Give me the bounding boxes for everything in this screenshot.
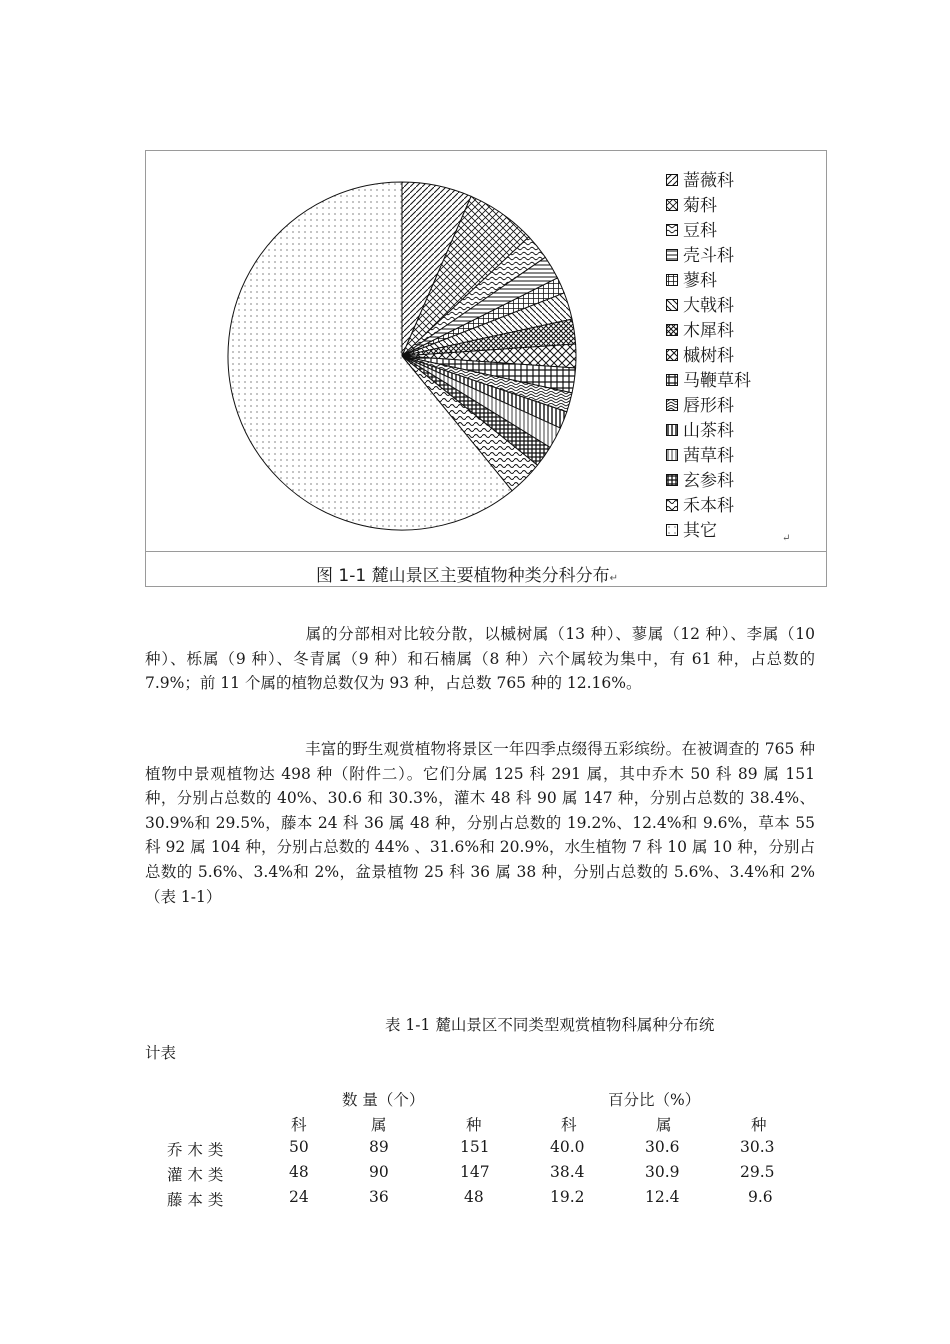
legend-item [666,269,751,294]
legend-label: 其它 [683,521,717,541]
table-cell: 50 [289,1138,309,1156]
legend-label: 蓼科 [683,271,717,291]
group-header-quantity: 数 量（个） [342,1091,425,1109]
table-cell: 12.4 [645,1188,680,1206]
table-cell: 30.6 [645,1138,680,1156]
figure-caption-text: 图 1-1 麓山景区主要植物种类分科分布 [316,566,610,586]
paragraph-ornamental-text: 丰富的野生观赏植物将景区一年四季点缀得五彩缤纷。在被调查的 765 种植物中景观植物达 498 种（附件二）。它们分属 125 科 291 属，其中乔木 50 科 89 属 151 种，分别占总数的 40%、30.6 和 30.3%，灌木 48 科 90 属 147 种，分别占总数的 38.4%、30.9%和 29.5%，藤本 24 科 36 属 48 种，分别占总数的 19.2%、12.4%和 9.6%，草本 55 科 92 属 104 种，分别占总数的 44% 、31.6%和 20.9%，水生植物 7 科 10 属 10 种，分别占总数的 5.6%、3.4%和 2%，盆景植物 25 科 36 属 38 种，分别占总数的 5.6%、3.4%和 2%（表 1-1） [145,740,815,906]
legend-item [666,519,751,544]
group-header-percent: 百分比（%） [608,1091,701,1109]
table-cell: 48 [464,1188,484,1206]
table-cell: 30.9 [645,1163,680,1181]
legend-swatch [666,274,679,287]
return-mark: ↵ [782,533,791,544]
col-header: 属 [656,1116,672,1134]
legend-item [666,294,751,319]
row-label: 乔 木 类 [167,1141,224,1159]
legend-swatch [666,174,679,187]
table-cell: 40.0 [550,1138,585,1156]
legend-swatch [666,249,679,262]
table-cell: 29.5 [740,1163,775,1181]
legend-swatch [666,449,679,462]
table-title: 表 1-1 麓山景区不同类型观赏植物科属种分布统 [385,1016,715,1034]
legend-label: 茜草科 [683,446,734,466]
legend-item [666,344,751,369]
legend-swatch [666,349,679,362]
table-cell: 30.3 [740,1138,775,1156]
legend-item [666,469,751,494]
legend-swatch [666,424,679,437]
row-label: 灌 木 类 [167,1166,224,1184]
legend-label: 菊科 [683,196,717,216]
col-header: 科 [291,1116,307,1134]
caption-mark: ↵ [609,573,618,584]
table-cell: 89 [369,1138,389,1156]
legend-label: 木犀科 [683,321,734,341]
table-cell: 24 [289,1188,309,1206]
figure-frame [145,150,827,587]
legend-label: 禾本科 [683,496,734,516]
table-cell: 38.4 [550,1163,585,1181]
legend-item [666,419,751,444]
legend-label: 唇形科 [683,396,734,416]
legend-swatch [666,224,679,237]
table-cell: 9.6 [748,1188,773,1206]
col-header: 种 [466,1116,482,1134]
table-cell: 147 [460,1163,490,1181]
legend-label: 玄参科 [683,471,734,491]
legend-swatch [666,474,679,487]
legend-label: 壳斗科 [683,246,734,266]
legend-swatch [666,524,679,537]
legend-swatch [666,324,679,337]
legend-swatch [666,399,679,412]
legend-swatch [666,499,679,512]
paragraph-genus-text: 属的分部相对比较分散，以槭树属（13 种）、蓼属（12 种）、李属（10 种）、栎属（9 种）、冬青属（9 种）和石楠属（8 种）六个属较为集中，有 61 种，占总数的 7.9%；前 11 个属的植物总数仅为 93 种，占总数 765 种的 12.16%。 [145,625,815,693]
row-label: 藤 本 类 [167,1191,224,1209]
table-cell: 90 [369,1163,389,1181]
paragraph-ornamental [145,737,815,909]
table-cell: 19.2 [550,1188,585,1206]
legend-swatch [666,374,679,387]
legend-label: 马鞭草科 [683,371,751,391]
table-cell: 36 [369,1188,389,1206]
legend-item [666,194,751,219]
table-cell: 48 [289,1163,309,1181]
legend-swatch [666,199,679,212]
legend-item [666,169,751,194]
table-cell: 151 [460,1138,490,1156]
figure-caption [316,561,618,586]
legend-label: 大戟科 [683,296,734,316]
legend-label: 槭树科 [683,346,734,366]
legend-item [666,244,751,269]
col-header: 属 [371,1116,387,1134]
chart-legend [666,169,751,544]
legend-label: 蔷薇科 [683,171,734,191]
legend-item [666,394,751,419]
legend-item [666,494,751,519]
legend-item [666,219,751,244]
legend-label: 山茶科 [683,421,734,441]
paragraph-genus [145,622,815,696]
legend-item [666,319,751,344]
table-title-continued: 计表 [145,1044,177,1062]
legend-item [666,444,751,469]
col-header: 种 [751,1116,767,1134]
legend-swatch [666,299,679,312]
legend-label: 豆科 [683,221,717,241]
col-header: 科 [561,1116,577,1134]
legend-item [666,369,751,394]
